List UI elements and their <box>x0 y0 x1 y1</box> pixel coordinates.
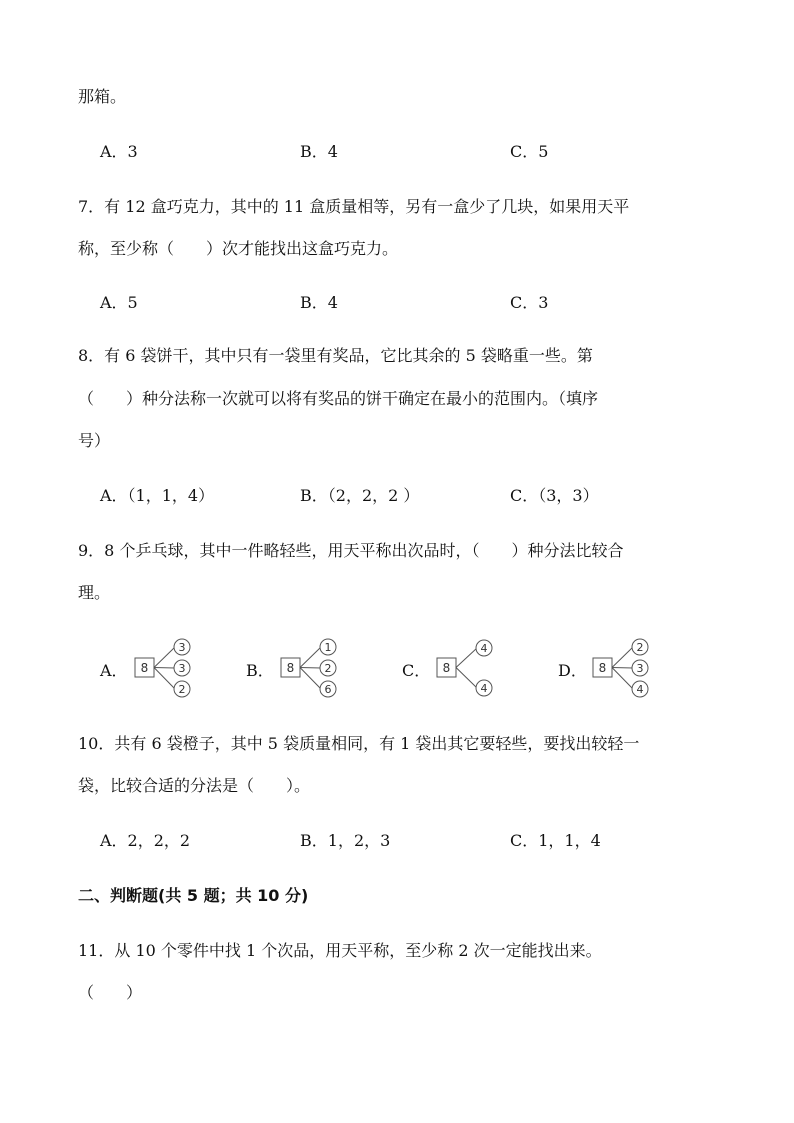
q8-option-c[interactable]: C．（3，3） <box>510 486 599 505</box>
q9-option-c-diagram <box>436 636 500 700</box>
q11-answer-blank[interactable]: （ ） <box>78 983 143 1002</box>
branch-number: 2 <box>324 662 332 675</box>
q10-option-a[interactable]: A．2，2，2 <box>100 831 191 850</box>
q7-option-c[interactable]: C．3 <box>510 293 549 312</box>
root-number: 8 <box>140 661 149 675</box>
q8-option-a[interactable]: A．（1，1，4） <box>100 486 215 505</box>
q10-option-b[interactable]: B．1，2，3 <box>300 831 391 850</box>
q6-tail-text: 那箱。 <box>78 87 127 106</box>
q9-option-a[interactable] <box>100 636 210 700</box>
branch-number: 3 <box>178 662 186 675</box>
q10-text-line-2: 袋，比较合适的分法是（ ）。 <box>78 776 311 795</box>
q9-option-b-label: B． <box>246 661 274 680</box>
q7-text-line-1: 7．有 12 盒巧克力，其中的 11 盒质量相等，另有一盒少了几块，如果用天平 <box>78 197 630 216</box>
root-number: 8 <box>442 661 451 675</box>
branch-number: 2 <box>636 641 644 654</box>
q9-options <box>0 636 794 700</box>
q9-option-b[interactable] <box>246 636 356 700</box>
q9-option-a-diagram <box>134 636 198 700</box>
q8-options <box>100 485 780 507</box>
q9-text-line-2: 理。 <box>78 583 111 602</box>
q9-text-line-1: 9．8 个乒乓球，其中一件略轻些，用天平称出次品时，（ ）种分法比较合 <box>78 541 624 560</box>
q7-option-b[interactable]: B．4 <box>300 293 338 312</box>
branch-number: 4 <box>480 682 488 695</box>
q9-option-d[interactable] <box>558 636 668 700</box>
q8-text-line-1: 8．有 6 袋饼干，其中只有一袋里有奖品，它比其余的 5 袋略重一些。第 <box>78 346 593 365</box>
q10-options <box>100 830 780 852</box>
q7-text-line-2: 称，至少称（ ）次才能找出这盒巧克力。 <box>78 239 399 258</box>
q9-option-d-label: D． <box>558 661 587 680</box>
root-number: 8 <box>598 661 607 675</box>
section-heading-true-false: 二、判断题(共 5 题；共 10 分) <box>78 886 309 905</box>
q9-option-a-label: A． <box>100 661 128 680</box>
q6-option-c[interactable]: C．5 <box>510 142 549 161</box>
branch-number: 6 <box>324 683 332 696</box>
q10-option-c[interactable]: C．1，1，4 <box>510 831 601 850</box>
q9-option-b-diagram <box>280 636 344 700</box>
q6-options <box>100 141 780 163</box>
branch-number: 4 <box>480 642 488 655</box>
q7-option-a[interactable]: A．5 <box>100 293 138 312</box>
q11-text-line-1: 11．从 10 个零件中找 1 个次品，用天平称，至少称 2 次一定能找出来。 <box>78 941 602 960</box>
q6-option-b[interactable]: B．4 <box>300 142 338 161</box>
branch-number: 3 <box>636 662 644 675</box>
branch-number: 3 <box>178 641 186 654</box>
q6-option-a[interactable]: A．3 <box>100 142 138 161</box>
branch-number: 4 <box>636 683 644 696</box>
branch-number: 1 <box>324 641 332 654</box>
q8-text-line-3: 号） <box>78 431 111 450</box>
q9-option-d-diagram <box>592 636 656 700</box>
q10-text-line-1: 10．共有 6 袋橙子，其中 5 袋质量相同，有 1 袋出其它要轻些，要找出较轻一 <box>78 734 640 753</box>
q8-text-line-2: （ ）种分法称一次就可以将有奖品的饼干确定在最小的范围内。（填序 <box>78 389 599 408</box>
q9-option-c-label: C． <box>402 661 431 680</box>
branch-number: 2 <box>178 683 186 696</box>
root-number: 8 <box>286 661 295 675</box>
q9-option-c[interactable] <box>402 636 512 700</box>
q7-options <box>100 292 780 314</box>
q8-option-b[interactable]: B．（2，2，2 ） <box>300 486 420 505</box>
